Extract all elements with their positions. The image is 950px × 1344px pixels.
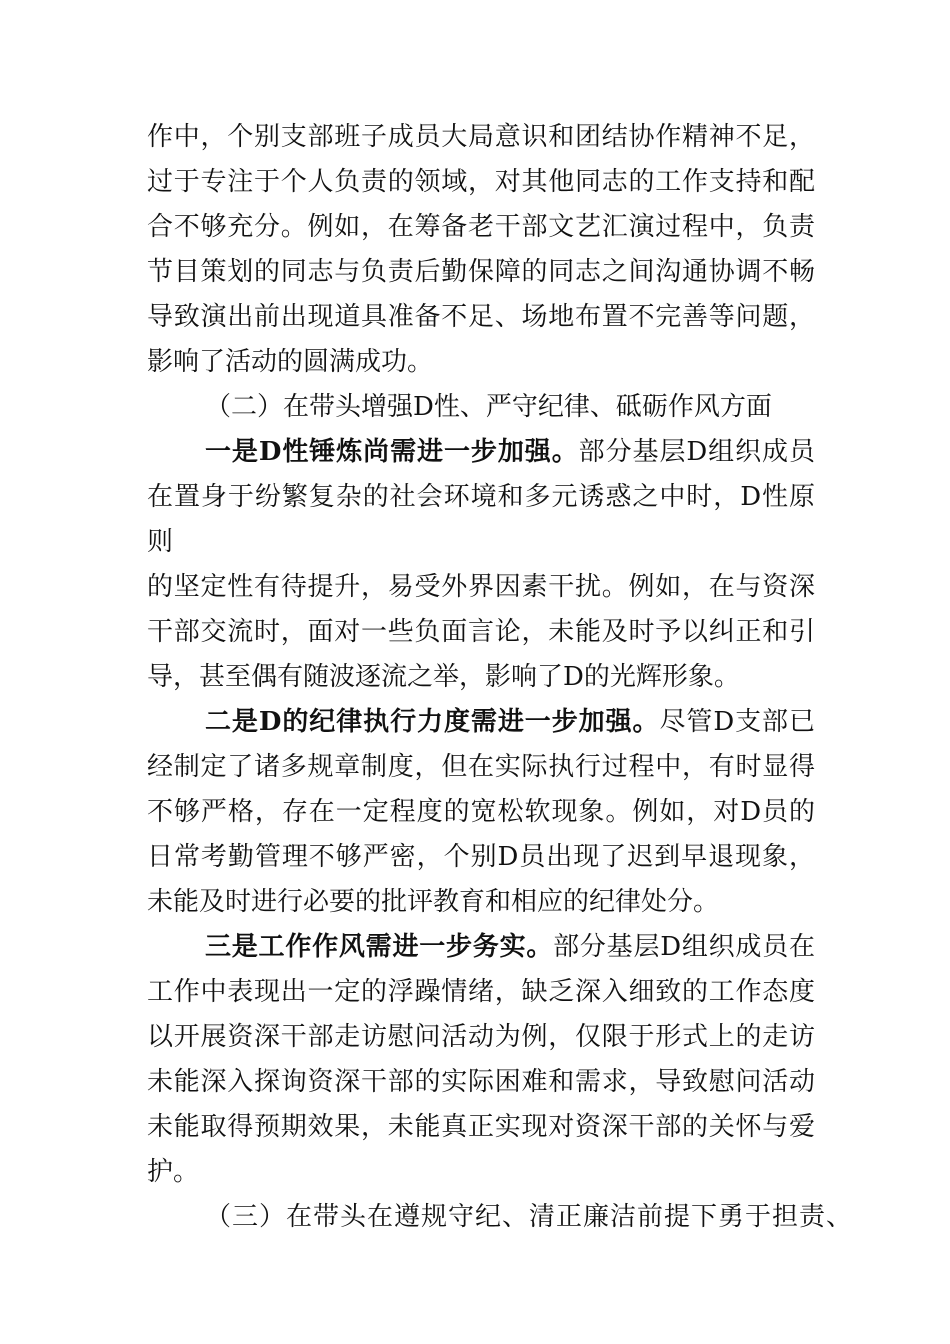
section-heading-3: （三）在带头在遵规守纪、清正廉洁前提下勇于担责、	[205, 1202, 852, 1232]
text-line: 护。	[147, 1157, 200, 1187]
text-line: 的坚定性有待提升，易受外界因素干扰。例如，在与资深	[147, 572, 815, 602]
text-line: 影响了活动的圆满成功。	[147, 347, 434, 377]
document-page	[147, 115, 852, 1240]
text-line: 导，甚至偶有随波逐流之举，影响了D的光辉形象。	[147, 662, 740, 692]
text-line: 经制定了诸多规章制度，但在实际执行过程中，有时显得	[147, 752, 815, 782]
text-line	[147, 430, 815, 475]
paragraph-item-3	[147, 925, 815, 1195]
paragraph-teamwork	[147, 115, 815, 385]
item-text: 部分基层D组织成员在	[553, 932, 815, 962]
text-line: 日常考勤管理不够严密，个别D员出现了迟到早退现象，	[147, 842, 815, 872]
paragraph-item-2	[147, 700, 815, 925]
text-line: 在置身于纷繁复杂的社会环境和多元诱惑之中时，D性原则	[147, 482, 815, 557]
text-line: 导致演出前出现道具准备不足、场地布置不完善等问题，	[147, 302, 815, 332]
text-line: 作中，个别支部班子成员大局意识和团结协作精神不足，	[147, 122, 815, 152]
text-line: 节目策划的同志与负责后勤保障的同志之间沟通协调不畅	[147, 257, 815, 287]
item-lead: 三是工作作风需进一步务实。	[205, 932, 554, 962]
text-line: 过于专注于个人负责的领域，对其他同志的工作支持和配	[147, 167, 815, 197]
text-line: 未能取得预期效果，未能真正实现对资深干部的关怀与爱	[147, 1112, 815, 1142]
item-text: 部分基层D组织成员	[578, 437, 815, 467]
section-heading-2: （二）在带头增强D性、严守纪律、砥砺作风方面	[205, 392, 772, 422]
text-line: 不够严格，存在一定程度的宽松软现象。例如，对D员的	[147, 797, 815, 827]
text-line: 工作中表现出一定的浮躁情绪，缺乏深入细致的工作态度	[147, 977, 815, 1007]
text-line: 未能深入探询资深干部的实际困难和需求，导致慰问活动	[147, 1067, 815, 1097]
item-text: 尽管D支部已	[659, 707, 815, 737]
paragraph-item-1	[147, 430, 815, 700]
text-line: 未能及时进行必要的批评教育和相应的纪律处分。	[147, 887, 720, 917]
item-lead: 一是D性锤炼尚需进一步加强。	[205, 437, 579, 467]
text-line: 以开展资深干部走访慰问活动为例，仅限于形式上的走访	[147, 1022, 815, 1052]
text-line: 合不够充分。例如，在筹备老干部文艺汇演过程中，负责	[147, 212, 815, 242]
text-line: 干部交流时，面对一些负面言论，未能及时予以纠正和引	[147, 617, 815, 647]
item-lead: 二是D的纪律执行力度需进一步加强。	[205, 707, 660, 737]
text-line	[147, 700, 815, 745]
text-line	[147, 925, 815, 970]
